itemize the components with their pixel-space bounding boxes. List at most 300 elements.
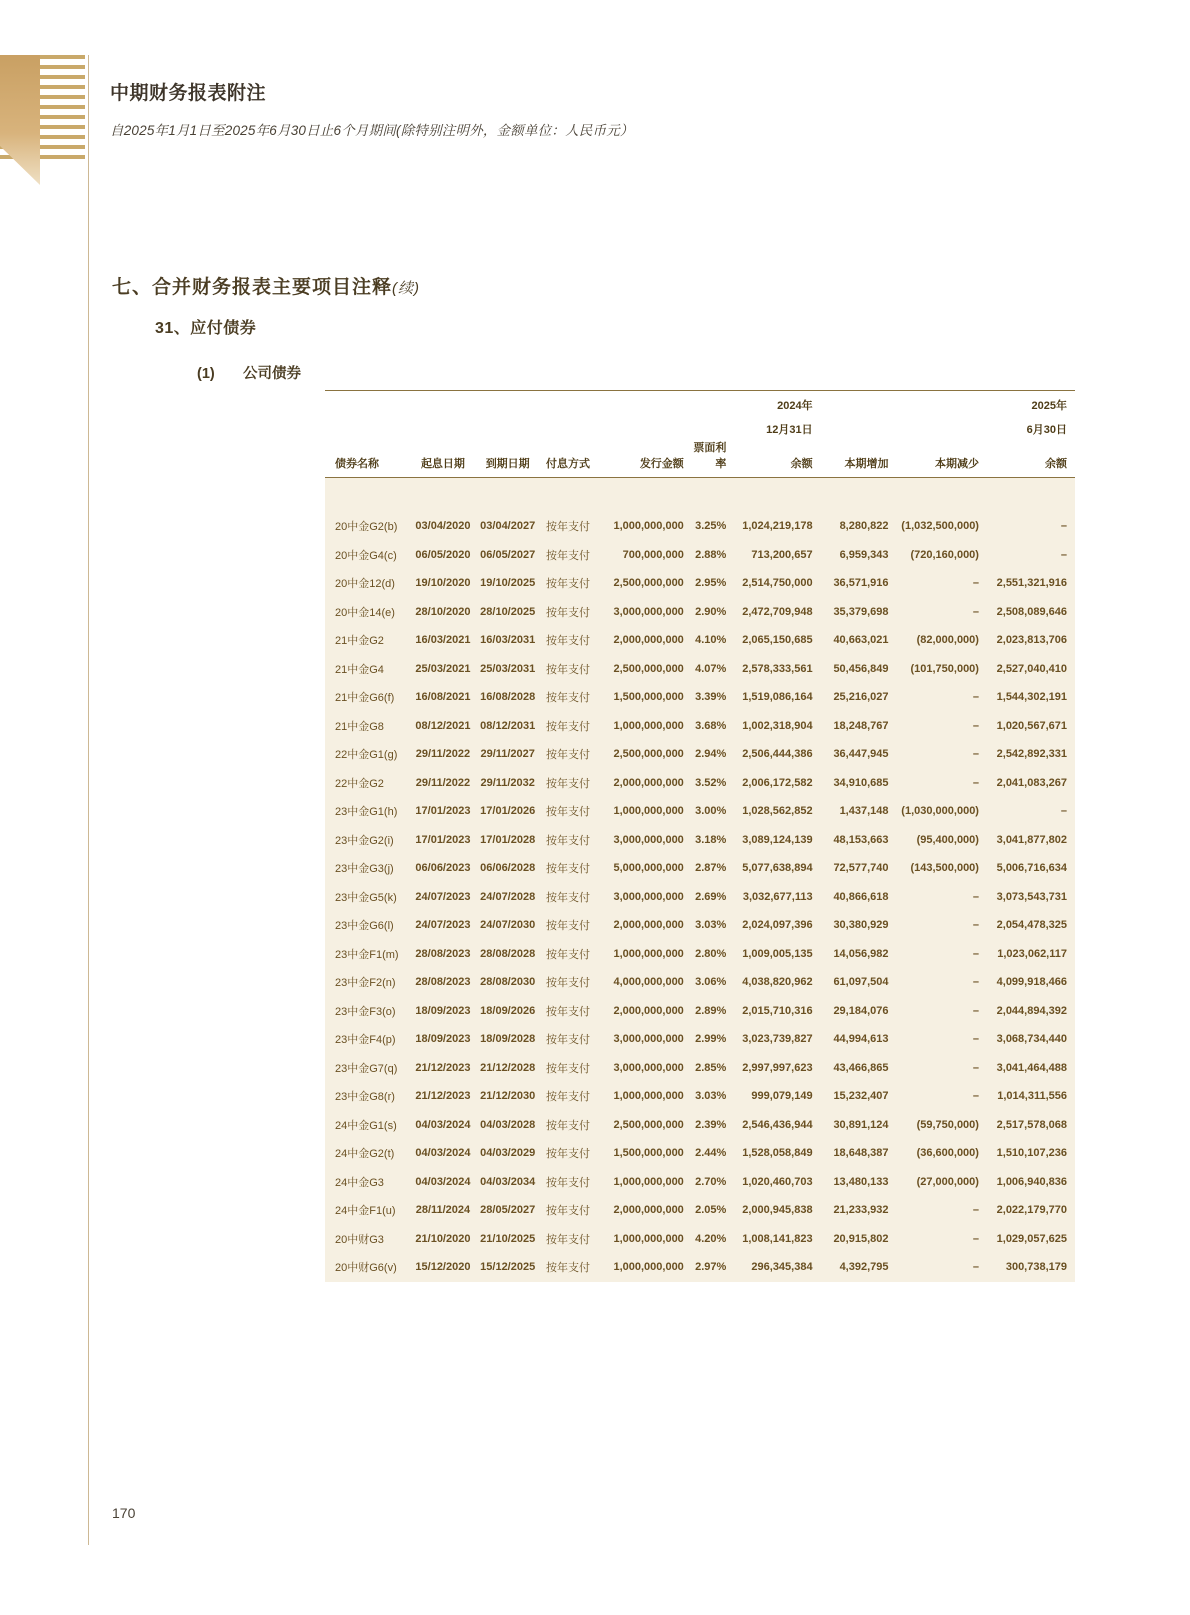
header-2025-date: 6月30日 (1026, 424, 1067, 436)
cell-coupon-rate: 2.05% (695, 1204, 727, 1217)
cell-issue-amount: 3,000,000,000 (613, 1033, 684, 1046)
cell-period-decrease: – (972, 719, 979, 732)
cell-maturity-date: 29/11/2032 (480, 776, 535, 789)
cell-period-decrease: – (972, 1061, 979, 1074)
corporate-bonds-table-wrapper (325, 390, 1075, 1282)
cell-interest-payment: 按年支付 (545, 749, 590, 762)
cell-coupon-rate: 2.95% (695, 577, 727, 590)
section-heading-level3-label: 公司债券 (243, 366, 301, 382)
cell-period-decrease: – (972, 947, 979, 960)
cell-maturity-date: 29/11/2027 (480, 748, 535, 761)
table-body (325, 478, 1075, 1282)
cell-period-decrease: (143,500,000) (910, 862, 979, 875)
cell-start-date: 28/08/2023 (415, 947, 471, 960)
cell-bond-name: 23中金G2(i) (335, 834, 394, 847)
table-row (325, 1225, 1075, 1254)
cell-bond-name: 20中财G6(v) (335, 1262, 397, 1275)
cell-start-date: 29/11/2022 (415, 748, 471, 761)
cell-interest-payment: 按年支付 (545, 578, 590, 591)
table-row (325, 655, 1075, 684)
cell-issue-amount: 1,000,000,000 (613, 1232, 684, 1245)
cell-coupon-rate: 2.85% (695, 1061, 727, 1074)
cell-closing-balance: 2,527,040,410 (996, 662, 1067, 675)
cell-closing-balance: 1,020,567,671 (996, 719, 1067, 732)
cell-closing-balance: 1,023,062,117 (997, 947, 1067, 960)
section-heading-level1 (112, 272, 420, 299)
section-heading-level3 (197, 362, 301, 383)
cell-closing-balance: 2,041,083,267 (996, 776, 1067, 789)
cell-issue-amount: 1,000,000,000 (613, 947, 684, 960)
cell-closing-balance: – (1060, 805, 1067, 818)
cell-start-date: 08/12/2021 (415, 719, 471, 732)
column-header-period-increase: 本期增加 (817, 439, 889, 478)
cell-interest-payment: 按年支付 (545, 720, 590, 733)
cell-period-increase: 15,232,407 (833, 1090, 889, 1103)
cell-issue-amount: 2,500,000,000 (613, 1118, 684, 1131)
cell-maturity-date: 21/10/2025 (480, 1232, 536, 1245)
cell-bond-name: 20中金G2(b) (335, 521, 398, 534)
cell-issue-amount: 2,000,000,000 (613, 1204, 684, 1217)
cell-start-date: 17/01/2023 (415, 805, 471, 818)
cell-opening-balance: 1,028,562,852 (742, 805, 813, 818)
cell-period-increase: 72,577,740 (833, 862, 889, 875)
section-heading-continued-marker: (续) (392, 280, 421, 297)
cell-period-increase: 8,280,822 (839, 520, 889, 533)
cell-maturity-date: 08/12/2031 (480, 719, 536, 732)
cell-opening-balance: 1,008,141,823 (742, 1232, 813, 1245)
cell-coupon-rate: 3.03% (695, 1090, 727, 1103)
cell-period-decrease: – (972, 919, 979, 932)
cell-interest-payment: 按年支付 (545, 1262, 590, 1275)
cell-coupon-rate: 2.97% (695, 1261, 727, 1274)
cell-interest-payment: 按年支付 (545, 948, 590, 961)
cell-interest-payment: 按年支付 (545, 521, 590, 534)
cell-interest-payment: 按年支付 (545, 1005, 590, 1018)
cell-coupon-rate: 2.94% (695, 748, 727, 761)
cell-bond-name: 21中金G2 (335, 635, 384, 648)
cell-period-increase: 14,056,982 (833, 947, 889, 960)
cell-period-decrease: – (972, 748, 979, 761)
column-header-bond-name: 债券名称 (325, 439, 411, 478)
cell-issue-amount: 3,000,000,000 (613, 833, 684, 846)
cell-opening-balance: 1,020,460,703 (742, 1175, 813, 1188)
cell-period-decrease: – (972, 976, 979, 989)
cell-period-decrease: (27,000,000) (916, 1175, 979, 1188)
table-row (325, 1082, 1075, 1111)
cell-closing-balance: 2,054,478,325 (996, 919, 1067, 932)
cell-start-date: 16/08/2021 (415, 691, 471, 704)
cell-start-date: 28/08/2023 (415, 976, 471, 989)
cell-issue-amount: 1,500,000,000 (613, 1147, 684, 1160)
cell-opening-balance: 999,079,149 (751, 1090, 813, 1103)
cell-period-decrease: (720,160,000) (910, 548, 979, 561)
cell-opening-balance: 3,023,739,827 (742, 1033, 813, 1046)
cell-issue-amount: 2,000,000,000 (613, 634, 684, 647)
cell-start-date: 29/11/2022 (415, 776, 471, 789)
cell-opening-balance: 2,997,997,623 (742, 1061, 813, 1074)
cell-maturity-date: 04/03/2029 (480, 1147, 536, 1160)
cell-period-decrease: – (972, 1033, 979, 1046)
cell-interest-payment: 按年支付 (545, 606, 590, 619)
cell-issue-amount: 2,500,000,000 (613, 577, 684, 590)
cell-coupon-rate: 2.99% (695, 1033, 727, 1046)
cell-maturity-date: 04/03/2028 (480, 1118, 536, 1131)
cell-bond-name: 24中金F1(u) (335, 1205, 396, 1218)
cell-coupon-rate: 2.69% (695, 890, 727, 903)
cell-maturity-date: 25/03/2031 (480, 662, 536, 675)
cell-coupon-rate: 4.20% (695, 1232, 727, 1245)
cell-closing-balance: 1,510,107,236 (996, 1147, 1067, 1160)
cell-opening-balance: 2,006,172,582 (742, 776, 813, 789)
cell-bond-name: 20中金12(d) (335, 578, 395, 591)
cell-start-date: 21/12/2023 (415, 1061, 471, 1074)
cell-period-increase: 34,910,685 (833, 776, 889, 789)
section-heading-level3-number: (1) (197, 366, 215, 382)
cell-issue-amount: 1,000,000,000 (613, 1175, 684, 1188)
cell-interest-payment: 按年支付 (545, 1148, 590, 1161)
table-row (325, 883, 1075, 912)
column-header-start-date: 起息日期 (411, 439, 476, 478)
cell-issue-amount: 1,000,000,000 (613, 520, 684, 533)
table-row (325, 1025, 1075, 1054)
cell-maturity-date: 21/12/2030 (480, 1090, 536, 1103)
cell-interest-payment: 按年支付 (545, 1034, 590, 1047)
cell-start-date: 17/01/2023 (415, 833, 471, 846)
cell-period-decrease: (36,600,000) (916, 1147, 979, 1160)
table-row (325, 598, 1075, 627)
cell-period-increase: 21,233,932 (833, 1204, 889, 1217)
cell-bond-name: 23中金F4(p) (335, 1034, 396, 1047)
cell-start-date: 03/04/2020 (415, 520, 471, 533)
cell-period-increase: 35,379,698 (833, 605, 889, 618)
cell-interest-payment: 按年支付 (545, 1062, 590, 1075)
cell-interest-payment: 按年支付 (545, 1119, 590, 1132)
table-header-row-year (325, 391, 1075, 416)
column-header-opening-balance: 余额 (726, 439, 816, 478)
cell-period-decrease: – (972, 1261, 979, 1274)
cell-closing-balance: 3,041,877,802 (996, 833, 1067, 846)
cell-maturity-date: 18/09/2028 (480, 1033, 536, 1046)
cell-issue-amount: 5,000,000,000 (613, 862, 684, 875)
cell-start-date: 28/10/2020 (415, 605, 471, 618)
cell-closing-balance: 1,029,057,625 (996, 1232, 1067, 1245)
cell-closing-balance: 5,006,716,634 (996, 862, 1067, 875)
table-header-row-date (325, 415, 1075, 439)
cell-issue-amount: 2,500,000,000 (613, 662, 684, 675)
table-row (325, 911, 1075, 940)
table-row (325, 1253, 1075, 1282)
cell-period-increase: 18,648,387 (833, 1147, 889, 1160)
cell-opening-balance: 296,345,384 (751, 1261, 813, 1274)
table-row (325, 683, 1075, 712)
cell-period-decrease: – (972, 605, 979, 618)
cell-interest-payment: 按年支付 (545, 663, 590, 676)
cell-closing-balance: 4,099,918,466 (996, 976, 1067, 989)
cell-bond-name: 23中金G8(r) (335, 1091, 395, 1104)
cell-bond-name: 20中金G4(c) (335, 549, 397, 562)
cell-maturity-date: 03/04/2027 (480, 520, 536, 533)
cell-period-increase: 4,392,795 (839, 1261, 889, 1274)
cell-period-increase: 6,959,343 (839, 548, 889, 561)
cell-period-increase: 18,248,767 (833, 719, 889, 732)
cell-closing-balance: 2,517,578,068 (996, 1118, 1067, 1131)
cell-period-increase: 1,437,148 (839, 805, 889, 818)
table-row (325, 1168, 1075, 1197)
column-header-interest-payment: 付息方式 (540, 439, 596, 478)
cell-start-date: 21/10/2020 (415, 1232, 471, 1245)
cell-issue-amount: 1,000,000,000 (613, 1261, 684, 1274)
cell-interest-payment: 按年支付 (545, 777, 590, 790)
cell-closing-balance: 2,022,179,770 (996, 1204, 1067, 1217)
cell-issue-amount: 3,000,000,000 (613, 890, 684, 903)
table-row (325, 1054, 1075, 1083)
cell-issue-amount: 4,000,000,000 (613, 976, 684, 989)
table-header-row-columns (325, 439, 1075, 478)
cell-start-date: 24/07/2023 (415, 919, 471, 932)
cell-closing-balance: 3,073,543,731 (996, 890, 1067, 903)
left-vertical-rule (88, 55, 89, 1545)
cell-period-increase: 40,663,021 (833, 634, 889, 647)
cell-coupon-rate: 3.03% (695, 919, 727, 932)
cell-period-increase: 48,153,663 (833, 833, 889, 846)
cell-closing-balance: 1,544,302,191 (996, 691, 1067, 704)
cell-start-date: 18/09/2023 (415, 1004, 471, 1017)
cell-period-decrease: (95,400,000) (916, 833, 979, 846)
cell-bond-name: 22中金G2 (335, 777, 384, 790)
cell-opening-balance: 2,546,436,944 (742, 1118, 813, 1131)
cell-opening-balance: 5,077,638,894 (742, 862, 813, 875)
cell-coupon-rate: 3.18% (695, 833, 727, 846)
table-row (325, 997, 1075, 1026)
cell-period-increase: 30,380,929 (833, 919, 889, 932)
cell-bond-name: 23中金G3(j) (335, 863, 394, 876)
cell-opening-balance: 2,506,444,386 (742, 748, 813, 761)
cell-period-decrease: – (972, 890, 979, 903)
table-row (325, 968, 1075, 997)
cell-bond-name: 24中金G1(s) (335, 1119, 397, 1132)
cell-issue-amount: 1,000,000,000 (613, 719, 684, 732)
cell-issue-amount: 3,000,000,000 (613, 605, 684, 618)
cell-interest-payment: 按年支付 (545, 635, 590, 648)
page-title: 中期财务报表附注 (110, 83, 267, 104)
cell-period-increase: 40,866,618 (833, 890, 889, 903)
cell-issue-amount: 2,000,000,000 (613, 776, 684, 789)
cell-coupon-rate: 2.88% (695, 548, 727, 561)
cell-closing-balance: 3,041,464,488 (996, 1061, 1067, 1074)
cell-start-date: 16/03/2021 (415, 634, 471, 647)
cell-period-decrease: – (972, 1232, 979, 1245)
cell-period-increase: 44,994,613 (833, 1033, 889, 1046)
cell-coupon-rate: 2.39% (695, 1118, 727, 1131)
cell-opening-balance: 2,472,709,948 (742, 605, 813, 618)
cell-opening-balance: 2,024,097,396 (742, 919, 813, 932)
cell-bond-name: 24中金G3 (335, 1176, 384, 1189)
cell-period-increase: 36,447,945 (833, 748, 889, 761)
cell-start-date: 28/11/2024 (415, 1204, 471, 1217)
cell-period-increase: 29,184,076 (833, 1004, 889, 1017)
cell-interest-payment: 按年支付 (545, 834, 590, 847)
cell-closing-balance: 2,023,813,706 (996, 634, 1067, 647)
cell-bond-name: 21中金G6(f) (335, 692, 395, 705)
cell-maturity-date: 28/05/2027 (480, 1204, 536, 1217)
cell-period-decrease: (1,030,000,000) (901, 805, 979, 818)
cell-maturity-date: 24/07/2030 (480, 919, 536, 932)
cell-issue-amount: 2,500,000,000 (613, 748, 684, 761)
cell-coupon-rate: 3.52% (695, 776, 727, 789)
cell-coupon-rate: 3.68% (695, 719, 727, 732)
table-row (325, 626, 1075, 655)
cell-maturity-date: 16/08/2028 (480, 691, 536, 704)
cell-maturity-date: 21/12/2028 (480, 1061, 536, 1074)
cell-maturity-date: 28/08/2030 (480, 976, 536, 989)
table-row (325, 1196, 1075, 1225)
cell-opening-balance: 1,009,005,135 (742, 947, 813, 960)
cell-maturity-date: 15/12/2025 (480, 1261, 536, 1274)
cell-opening-balance: 3,032,677,113 (742, 890, 813, 903)
cell-start-date: 19/10/2020 (415, 577, 471, 590)
table-row (325, 712, 1075, 741)
cell-opening-balance: 4,038,820,962 (742, 976, 813, 989)
cell-start-date: 04/03/2024 (415, 1118, 471, 1131)
cell-closing-balance: 1,014,311,556 (997, 1090, 1067, 1103)
cell-period-decrease: (101,750,000) (910, 662, 979, 675)
cell-opening-balance: 3,089,124,139 (742, 833, 813, 846)
table-row (325, 940, 1075, 969)
table-row (325, 541, 1075, 570)
table-row (325, 569, 1075, 598)
cell-period-decrease: – (972, 1204, 979, 1217)
cell-coupon-rate: 2.80% (695, 947, 727, 960)
cell-closing-balance: – (1060, 548, 1067, 561)
page-number: 170 (112, 1505, 136, 1521)
section-heading-level2: 31、应付债券 (155, 320, 257, 337)
cell-period-decrease: – (972, 577, 979, 590)
cell-opening-balance: 1,519,086,164 (742, 691, 813, 704)
cell-period-decrease: – (972, 1004, 979, 1017)
cell-opening-balance: 1,024,219,178 (742, 520, 813, 533)
cell-interest-payment: 按年支付 (545, 1091, 590, 1104)
table-row (325, 1139, 1075, 1168)
cell-period-decrease: – (972, 691, 979, 704)
cell-issue-amount: 1,500,000,000 (613, 691, 684, 704)
cell-opening-balance: 1,528,058,849 (742, 1147, 813, 1160)
table-row (325, 512, 1075, 541)
cell-maturity-date: 04/03/2034 (480, 1175, 536, 1188)
column-header-coupon-rate: 票面利率 (684, 439, 727, 478)
cell-maturity-date: 19/10/2025 (480, 577, 536, 590)
cell-opening-balance: 713,200,657 (751, 548, 813, 561)
cell-bond-name: 23中金F1(m) (335, 948, 399, 961)
table-header (325, 391, 1075, 478)
table-row (325, 740, 1075, 769)
cell-interest-payment: 按年支付 (545, 920, 590, 933)
cell-issue-amount: 700,000,000 (622, 548, 684, 561)
cell-period-decrease: (59,750,000) (916, 1118, 979, 1131)
cell-opening-balance: 2,015,710,316 (742, 1004, 813, 1017)
cell-closing-balance: 3,068,734,440 (996, 1033, 1067, 1046)
column-header-maturity-date: 到期日期 (475, 439, 540, 478)
header-2024-year: 2024年 (777, 400, 813, 412)
cell-maturity-date: 18/09/2026 (480, 1004, 536, 1017)
cell-interest-payment: 按年支付 (545, 692, 590, 705)
header-2024-date: 12月31日 (766, 424, 813, 436)
cell-bond-name: 21中金G4 (335, 663, 384, 676)
cell-period-decrease: – (972, 1090, 979, 1103)
cell-start-date: 18/09/2023 (415, 1033, 471, 1046)
cell-issue-amount: 1,000,000,000 (613, 1090, 684, 1103)
cell-coupon-rate: 2.89% (695, 1004, 727, 1017)
cell-period-increase: 50,456,849 (833, 662, 889, 675)
cell-start-date: 15/12/2020 (415, 1261, 471, 1274)
cell-interest-payment: 按年支付 (545, 806, 590, 819)
cell-period-increase: 25,216,027 (833, 691, 889, 704)
cell-opening-balance: 2,578,333,561 (742, 662, 813, 675)
cell-issue-amount: 2,000,000,000 (613, 919, 684, 932)
cell-opening-balance: 2,065,150,685 (742, 634, 813, 647)
cell-period-increase: 13,480,133 (833, 1175, 889, 1188)
cell-bond-name: 24中金G2(t) (335, 1148, 395, 1161)
cell-start-date: 04/03/2024 (415, 1175, 471, 1188)
document-header (110, 78, 1010, 139)
cell-interest-payment: 按年支付 (545, 1176, 590, 1189)
cell-period-decrease: (1,032,500,000) (901, 520, 979, 533)
cell-maturity-date: 17/01/2026 (480, 805, 536, 818)
table-row (325, 854, 1075, 883)
table-row (325, 1111, 1075, 1140)
cell-issue-amount: 2,000,000,000 (613, 1004, 684, 1017)
cell-closing-balance: 2,044,894,392 (996, 1004, 1067, 1017)
cell-period-increase: 36,571,916 (833, 577, 889, 590)
table-row (325, 769, 1075, 798)
table-row (325, 797, 1075, 826)
cell-start-date: 24/07/2023 (415, 890, 471, 903)
cell-closing-balance: 2,542,892,331 (996, 748, 1067, 761)
cell-start-date: 04/03/2024 (415, 1147, 471, 1160)
cell-maturity-date: 28/08/2028 (480, 947, 536, 960)
cell-opening-balance: 2,000,945,838 (742, 1204, 813, 1217)
cell-opening-balance: 2,514,750,000 (742, 577, 813, 590)
cell-coupon-rate: 2.87% (695, 862, 727, 875)
cell-period-decrease: (82,000,000) (916, 634, 979, 647)
cell-coupon-rate: 3.39% (695, 691, 727, 704)
cell-period-increase: 43,466,865 (833, 1061, 889, 1074)
cell-bond-name: 20中金14(e) (335, 606, 395, 619)
cell-coupon-rate: 3.00% (695, 805, 727, 818)
cell-closing-balance: 2,508,089,646 (996, 605, 1067, 618)
cell-closing-balance: 1,006,940,836 (996, 1175, 1067, 1188)
cell-coupon-rate: 2.90% (695, 605, 727, 618)
cell-coupon-rate: 2.44% (695, 1147, 727, 1160)
cell-bond-name: 21中金G8 (335, 720, 384, 733)
table-spacer-row (325, 478, 1075, 513)
cell-interest-payment: 按年支付 (545, 977, 590, 990)
cell-bond-name: 23中金G5(k) (335, 891, 397, 904)
cell-bond-name: 23中金G7(q) (335, 1062, 398, 1075)
column-header-issue-amount: 发行金额 (596, 439, 684, 478)
cell-interest-payment: 按年支付 (545, 1233, 590, 1246)
cell-bond-name: 22中金G1(g) (335, 749, 398, 762)
cell-maturity-date: 06/05/2027 (480, 548, 536, 561)
cell-start-date: 06/05/2020 (415, 548, 471, 561)
cell-bond-name: 23中金G1(h) (335, 806, 398, 819)
cell-period-increase: 61,097,504 (833, 976, 889, 989)
cell-opening-balance: 1,002,318,904 (742, 719, 813, 732)
cell-coupon-rate: 3.06% (695, 976, 727, 989)
corporate-bonds-table (325, 390, 1075, 1282)
column-header-closing-balance: 余额 (979, 439, 1075, 478)
cell-period-decrease: – (972, 776, 979, 789)
cell-interest-payment: 按年支付 (545, 863, 590, 876)
